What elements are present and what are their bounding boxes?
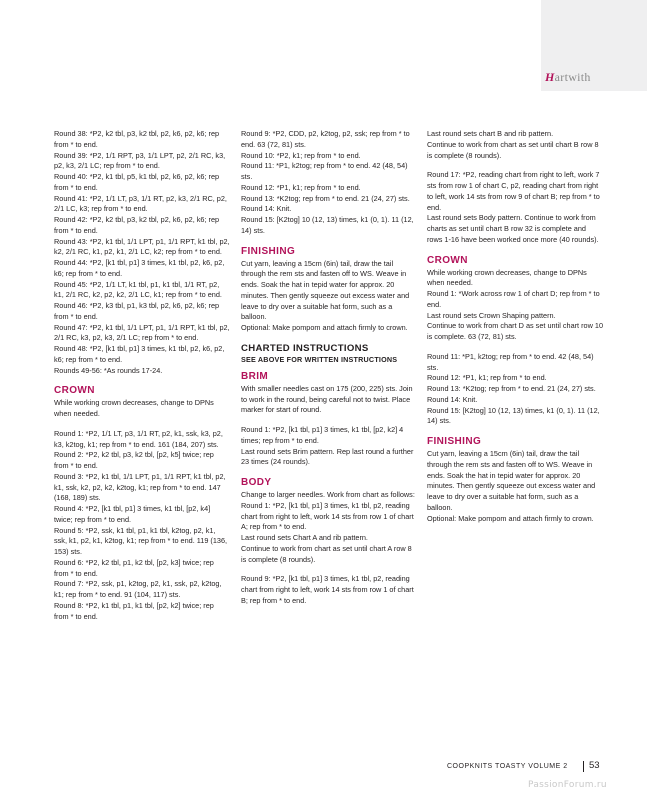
rounds-38-56: Round 38: *P2, k2 tbl, p3, k2 tbl, p2, k6, p2, k6; rep from * to end. Round 39: *P2, 1/1 RPT, p3, 1/1 LPT, p2, 2/1 RC, k3, p2, k3, 2/1 LC; rep from * to end. Round 40: *P2, k1 tbl, p5, k1 tbl, p2, k6, p2, k6; rep from * to end. Round 41: *P2, 1/1 LT, p3, 1/1 RT, p2, k3, 2/1 RC, p2, 2/1 LC, k3; rep from * to end. Round 42: *P2, k2 tbl, p3, k2 tbl, p2, k6, p2, k6; rep from * to end. Round 43: *P2, k1 tbl, 1/1 LPT, p1, 1/1 RPT, k1 tbl, p2, k2, 2/1 RC, k1, p2, k1, 2/1 LC, k2; rep from * to end. Round 44: *P2, [k1 tbl, p1] 3 times, k1 tbl, p2, k6, p2, k6; rep from * to end. Round 45: *P2, 1/1 LT, k1 tbl, p1, k1 tbl, 1/1 RT, p2, k1, 2/1 RC, k2, p2, k2, 2/1 LC, k1; rep from * to end. Round 46: *P2, k3 tbl, p1, k3 tbl, p2, k6, p2, k6; rep from * to end. Round 47: *P2, k1 tbl, 1/1 LPT, p1, 1/1 RPT, k1 tbl, p2, 2/1 RC, k3, p2, k3, 2/1 LC; rep from * to end. Round 48: *P2, [k1 tbl, p1] 3 times, k1 tbl, p2, k6, p2, k6; rep from * to end. Rounds 49-56: *As rounds 17-24. [54,129,230,375]
column-2 [241,129,417,607]
crown-rounds: Round 1: *P2, 1/1 LT, p3, 1/1 RT, p2, k1, ssk, k3, p2, k3, k2tog, k1; rep from * to end. 161 (184, 207) sts. Round 2: *P2, k2 tbl, p3, k2 tbl, [p2, k5] twice; rep from * to end. Round 3: *P2, k1 tbl, 1/1 LPT, p1, 1/1 RPT, k1 tbl, p2, k1, ssk, k2, p2, k2, k2tog, k1; rep from * to end. 147 (168, 189) sts. Round 4: *P2, [k1 tbl, p1] 3 times, k1 tbl, [p2, k4] twice; rep from * to end. Round 5: *P2, ssk, k1 tbl, p1, k1 tbl, k2tog, p2, k1, ssk, k1, p2, k1, k2tog, k1; rep from * to end. 119 (136, 153) sts. Round 6: *P2, k2 tbl, p1, k2 tbl, [p2, k3] twice; rep from * to end. Round 7: *P2, ssk, p1, k2tog, p2, k1, ssk, p2, k2tog, k1; rep from * to end. 91 (104, 117) sts. Round 8: *P2, k1 tbl, p1, k1 tbl, [p2, k2] twice; rep from * to end. [54,428,228,621]
crown-rounds-cont: Round 9: *P2, CDD, p2, k2tog, p2, ssk; rep from * to end. 63 (72, 81) sts. Round 10: *P2, k1; rep from * to end. Round 11: *P1, k2tog; rep from * to end. 42 (48, 54) sts. Round 12: *P1, k1; rep from * to end. Round 13: *K2tog; rep from * to end. 21 (24, 27) sts. Round 14: Knit. Round 15: [K2tog] 10 (12, 13) times, k1 (0, 1). 11 (12, 14) sts. [241,129,414,235]
crown-charted-rounds: Round 11: *P1, k2tog; rep from * to end. 42 (48, 54) sts. Round 12: *P1, k1; rep from * to end. Round 13: *K2tog; rep from * to end. 21 (24, 27) sts. Round 14: Knit. Round 15: [K2tog] 10 (12, 13) times, k1 (0, 1). 11 (12, 14) sts. [427,351,600,426]
brand-name: artwith [554,70,591,84]
footer-title: COOPKNITS TOASTY VOLUME 2 [447,763,568,770]
column-1 [54,129,230,622]
body-round-17: Round 17: *P2, reading chart from right to left, work 7 sts from row 1 of chart C, p2, reading chart from right to left, work 14 sts from row 9 of chart B; rep from * to end. Last round sets Body pattern. Continue to work from charts as set until chart B row 32 is complete and rows 1-16 have been worked once more (40 rounds). [427,170,600,244]
watermark: PassionForum.ru [528,780,607,790]
crown-charted-text: While working crown decreases, change to DPNs when needed. Round 1: *Work across row 1 of chart D; rep from * to end. Last round sets Crown Shaping pattern. Continue to work from chart D as set until chart row 10 is complete. 63 (72, 81) sts. [427,267,604,341]
body-heading: BODY [241,477,272,488]
charted-heading: CHARTED INSTRUCTIONS [241,342,369,354]
chart-b-text: Last round sets chart B and rib pattern. Continue to work from chart as set until chart B row 8 is complete (8 rounds). [427,129,599,160]
finishing-charted-text: Cut yarn, leaving a 15cm (6in) tail, draw the tail through the rem sts and fasten off to WS. Weave in ends. Soak the hat in tepid water for approx. 20 minutes. Then gently squeeze out excess water and leave to dry over a suitable hat form, such as a balloon. Optional: Make pompom and attach firmly to crown. [427,449,596,523]
brand-mark: H [545,70,555,84]
finishing-heading: FINISHING [241,245,296,257]
brim-heading: BRIM [241,370,269,382]
charted-subheading: SEE ABOVE FOR WRITTEN INSTRUCTIONS [241,354,398,364]
finishing-text: Cut yarn, leaving a 15cm (6in) tail, draw the tail through the rem sts and fasten off to WS. Weave in ends. Soak the hat in tepid water for approx. 20 minutes. Then gently squeeze out excess water and leave to dry over a suitable hat form, such as a balloon. Optional: Make pompom and attach firmly to crown. [241,258,410,332]
brim-rounds: Round 1: *P2, [k1 tbl, p1] 3 times, k1 tbl, [p2, k2] 4 times; rep from * to end. Last round sets Brim pattern. Rep last round a further 23 times (24 rounds). [241,425,414,467]
finishing-heading-charted: FINISHING [427,436,482,447]
body-rounds: Change to larger needles. Work from chart as follows: Round 1: *P2, [k1 tbl, p1] 3 times, k1 tbl, p2, reading chart from right to left, work 14 sts from row 1 of chart A; rep from * to end. Last round sets Chart A and rib pattern. Continue to work from chart as set until chart A row 8 is complete (8 rounds). [241,490,415,564]
crown-intro: While working crown decreases, change to DPNs when needed. [54,398,216,418]
brim-intro: With smaller needles cast on 175 (200, 225) sts. Join to work in the round, being careful not to twist. Place marker for start of round. [241,383,415,415]
crown-heading: CROWN [54,385,95,397]
body-round-9: Round 9: *P2, [k1 tbl, p1] 3 times, k1 tbl, p2, reading chart from right to left, work 14 sts from row 1 of chart B; rep from * to end. [241,574,416,605]
crown-heading-charted: CROWN [427,254,468,266]
footer-divider [583,761,584,772]
column-3 [427,129,603,524]
brand-logo [545,70,591,85]
page-number: 53 [589,760,600,771]
